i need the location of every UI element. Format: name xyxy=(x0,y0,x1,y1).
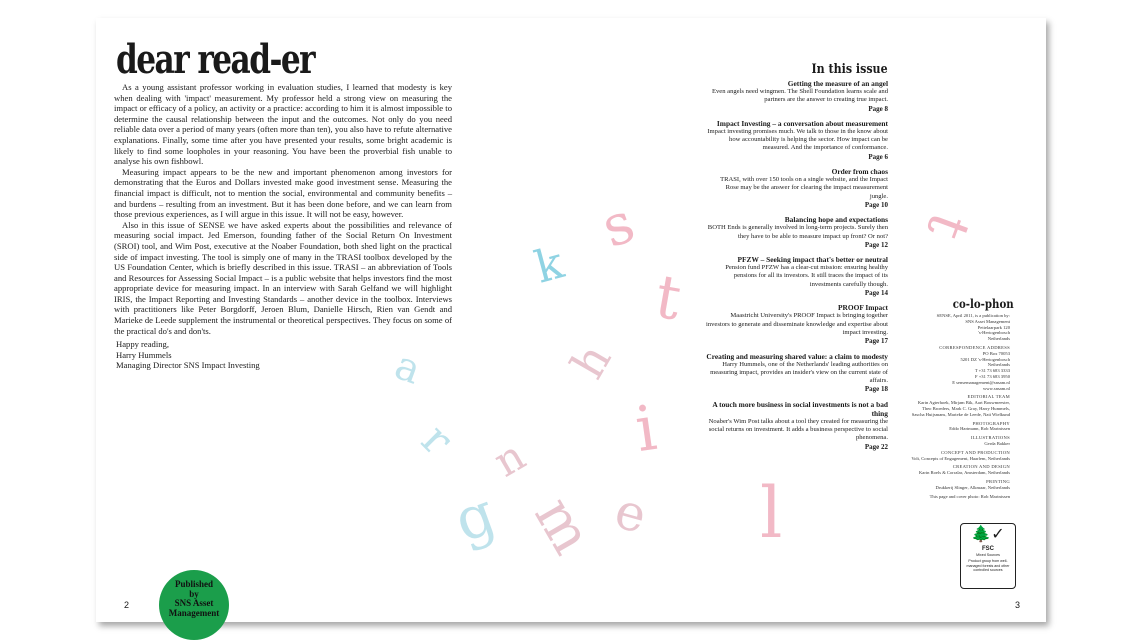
signoff-line: Happy reading, xyxy=(116,339,169,349)
colophon-line: E sensemanagement@snsam.nl xyxy=(952,379,1010,385)
colophon-line: Theo Broeders, Mark C. Gray, Harry Hummels, xyxy=(922,405,1010,411)
colophon-line: Sascha Huijsmans, Marieke de Leede, Nati Wielkund xyxy=(911,411,1010,417)
toc-title: PROOF Impact xyxy=(837,303,888,313)
magazine-spread xyxy=(96,18,1046,622)
toc-item xyxy=(706,255,888,297)
toc-desc: Pension fund PFZW has a clear-cut mission: ensuring healthy pensions for all its investors. It still traces the impact of its investments carefully though. xyxy=(725,264,888,288)
page-number-right: 3 xyxy=(1014,600,1020,610)
colophon-line: www.snsam.nl xyxy=(982,385,1010,391)
toc-desc: Noaber's Wim Post talks about a tool they created for measuring the social returns on investment. It adds a business perspective to social phenomena. xyxy=(708,417,888,442)
toc-page: Page 22 xyxy=(864,442,888,451)
editorial-body xyxy=(114,82,452,336)
toc-desc: BOTH Ends is generally involved in long-term projects. Surely then they have to be able to measure impact up front? Or not? xyxy=(707,224,888,240)
letter-n: n xyxy=(485,430,534,487)
page-left xyxy=(96,18,571,622)
letter-h: h xyxy=(560,334,622,388)
badge-line: Published xyxy=(174,579,214,589)
toc-page: Page 18 xyxy=(864,385,888,394)
colophon-heading: ILLUSTRATIONS xyxy=(970,435,1010,441)
toc-title: Creating and measuring shared value: a claim to modesty xyxy=(706,351,888,361)
signoff-line: Managing Director SNS Impact Investing xyxy=(116,360,260,371)
colophon-line: PO Box 70053 xyxy=(982,350,1010,356)
toc-title: Getting the measure of an angel xyxy=(787,79,888,88)
toc-desc: Impact investing promises much. We talk to those in the know about how accountability is helping the sector. How impact can be measured. And the importance of conformance. xyxy=(707,127,888,152)
paragraph: As a young assistant professor working in evaluation studies, I learned that modesty is key when dealing with 'impact' measurement. My professor held a strong view on measuring the impact or efficacy of a policy, an activity or a practice: according to him it is almost impossible to determine the causal relationship between the input and the outcomes. Not only do you need reliable data over a period of many years (often more than ten), you also have to refute alternative explanations. Finally, some time after you have presented your results, some bright academic is likely to find some loopholes in your reasoning. You have been the proverbial fish unable to analyse his own fishbowl. xyxy=(114,82,452,167)
toc-page: Page 6 xyxy=(868,152,888,161)
signoff xyxy=(116,339,336,371)
colophon-line: Karin Roels & Corralar, Amsterdam, Netherlands xyxy=(918,470,1010,476)
toc-desc: Even angels need wingmen. The Shell Foundation learns scale and partners are the answer to creating true impact. xyxy=(711,88,888,104)
letter-s: s xyxy=(593,190,643,261)
colophon-line: Eddo Hartmann, Rob Marinissen xyxy=(949,426,1010,432)
colophon-line: F +31 73 683 3950 xyxy=(974,373,1010,379)
toc-item xyxy=(706,119,888,161)
toc-item xyxy=(706,215,888,249)
toc-page: Page 8 xyxy=(868,104,888,113)
signoff-line: Harry Hummels xyxy=(116,349,172,360)
letter-l: l xyxy=(760,472,783,554)
fsc-text: FSC xyxy=(982,546,994,552)
letter-t: t xyxy=(650,261,687,335)
colophon-section xyxy=(840,313,1010,342)
colophon-heading: PRINTING xyxy=(986,478,1010,484)
toc-desc: Maastricht University's PROOF Impact is bringing together investors to generate and disseminate knowledge and expertise about impact investing. xyxy=(706,312,889,336)
letter-a: a xyxy=(388,342,428,394)
publisher-badge xyxy=(159,570,229,640)
colophon-line: SENSE, April 2011, is a publication by: xyxy=(936,313,1010,318)
toc-page: Page 17 xyxy=(864,337,888,346)
colophon-line: T +31 73 683 3333 xyxy=(974,368,1010,374)
colophon-heading: CONCEPT AND PRODUCTION xyxy=(940,449,1010,455)
letter-i: i xyxy=(630,390,661,467)
colophon-section xyxy=(840,450,1010,462)
page-number-left: 2 xyxy=(124,600,130,610)
toc-title: In this issue xyxy=(811,62,888,77)
toc-item xyxy=(706,167,888,209)
colophon xyxy=(840,313,1010,499)
colophon-line: This page and cover photo: Rob Marinissen xyxy=(929,493,1010,499)
toc-title: A touch more business in social investments is not a bad thing xyxy=(712,399,888,418)
colophon-section xyxy=(840,421,1010,433)
colophon-line: Volt, Concepts of Engagement, Haarlem, Netherlands xyxy=(911,455,1010,461)
colophon-section xyxy=(840,479,1010,491)
colophon-heading: CORRESPONDENCE ADDRESS xyxy=(939,344,1010,350)
badge-line: SNS Asset xyxy=(174,598,214,608)
letter-k: k xyxy=(529,237,569,294)
colophon-section xyxy=(840,494,1010,500)
paragraph: Also in this issue of SENSE we have asked experts about the possibilities and relevance of measuring social impact. Jed Emerson, founding father of the Social Return On Investment (SROI) tool, and Wim Post, executive at the Noaber Foundation, both shed light on the practical side of impact investing. The tool is simply one of many in the TRASI toolbox developed by the US Foundation Center, which is briefly described in this issue. TRASI – an abbreviation of Tools and Resources for Assessing Social Impact – is a public website that helps investors find the most appropriate device for measuring impact. In an interview with Sarah Gelfand we will highlight IRIS, the Impact Reporting and Investing Standards – another device in the toolbox. Interviews with practitioners like Peter Borgdorff, Jeroen Blum, Danielle Hirsch, Rien van Gendt and Marieke de Leede supplement the instrumental or theoretical perspectives. They focus on some of the practical do's and don'ts. xyxy=(114,219,452,336)
colophon-title: co-lo-phon xyxy=(953,297,1014,311)
toc-desc: TRASI, with over 150 tools on a single website, and the Impact Rose may be the answer for clearing the impact measurement jungle. xyxy=(720,176,888,200)
letter-r: r xyxy=(411,414,463,466)
badge-line: by xyxy=(189,588,199,599)
fsc-sub: Mixed Sources xyxy=(976,553,1000,557)
letter-t2: t xyxy=(913,204,983,248)
colophon-section xyxy=(840,464,1010,476)
fsc-label xyxy=(960,523,1016,589)
toc-title: Balancing hope and expectations xyxy=(784,215,888,225)
tree-check-icon: 🌲✓ xyxy=(971,526,1005,543)
letter-e: e xyxy=(608,481,653,545)
headline: dear read-er xyxy=(116,36,315,83)
colophon-line: Pettelaarpark 120 xyxy=(977,324,1010,330)
colophon-line: Gerda Bakker xyxy=(984,440,1010,446)
colophon-section xyxy=(840,394,1010,417)
letter-m: m xyxy=(521,486,605,565)
colophon-line: Netherlands xyxy=(987,336,1010,342)
toc-desc: Harry Hummels, one of the Netherlands' leading authorities on measuring impact, provides an insider's view on the current state of affairs. xyxy=(710,360,888,385)
colophon-line: 's-Hertogenbosch xyxy=(978,330,1010,336)
colophon-line: Netherlands xyxy=(987,362,1010,368)
colophon-line: Karin Agterhoek, Mirjam Bik, Aart Bouwmeester, xyxy=(917,400,1010,406)
colophon-line: Drukkerij Slinger, Alkmaar, Netherlands xyxy=(935,484,1010,490)
toc-page: Page 10 xyxy=(864,200,888,209)
letter-g: g xyxy=(445,478,504,556)
colophon-heading: EDITORIAL TEAM xyxy=(967,394,1010,400)
toc-page: Page 12 xyxy=(864,240,888,249)
colophon-heading: PHOTOGRAPHY xyxy=(972,420,1010,426)
toc-page: Page 14 xyxy=(864,289,888,298)
colophon-heading: CREATION AND DESIGN xyxy=(952,464,1010,470)
page-right xyxy=(571,18,1046,622)
toc-title: PFZW – Seeking impact that's better or neutral xyxy=(737,255,888,265)
toc-title: Order from chaos xyxy=(831,167,888,177)
colophon-section xyxy=(840,435,1010,447)
colophon-line: SNS Asset Management xyxy=(965,318,1010,324)
fsc-small: Product group from well-managed forests and other controlled sources xyxy=(966,559,1010,573)
paragraph: Measuring impact appears to be the new and important phenomenon among investors for demonstrating that the Euros and Dollars invested make good investment sense. Measuring the financial impact is difficult, not to mention the social, environmental and community benefits – and burdens – resulting from an investment. But it has been done before, and we can learn from those previous experiences, as I will argue in this issue. It will not be easy, however. xyxy=(114,166,452,220)
colophon-section xyxy=(840,345,1010,391)
toc-item xyxy=(706,79,888,113)
colophon-line: 5201 DZ 's-Hertogenbosch xyxy=(960,356,1010,362)
badge-line: Management xyxy=(168,607,220,618)
toc-title: Impact Investing – a conversation about measurement xyxy=(716,118,888,128)
